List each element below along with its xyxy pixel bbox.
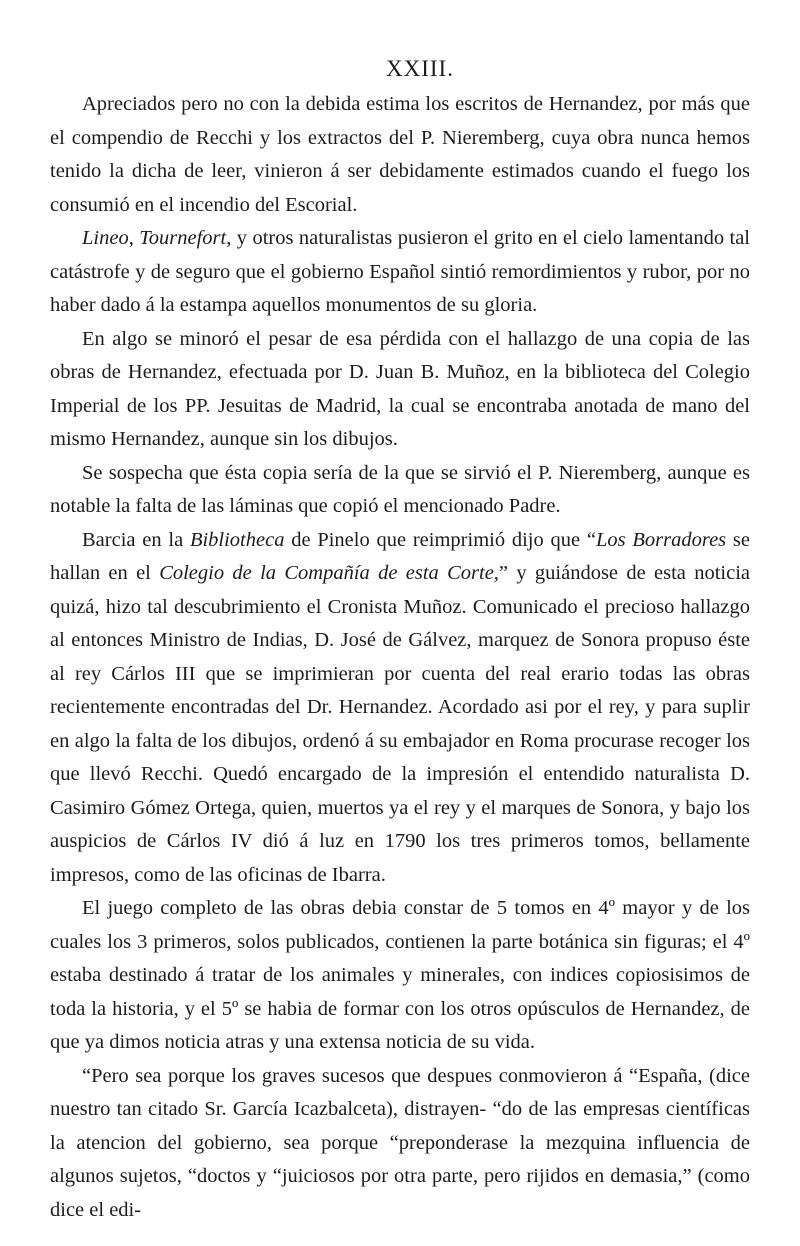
text-run: ,” y guiándose de esta noticia quizá, hizo tal descubrimiento el Cronista Muñoz. Comunicado el precioso hallazgo al entonces Ministro de Indias, D. José de Gálvez, marquez de Sonora propuso éste al rey Cárlos III que se imprimieran por cuenta del real erario todas las obras recientemente encontradas del Dr. Hernandez. Acordado asi por el rey, y para suplir en algo la falta de los dibujos, ordenó á su embajador en Roma procurase recoger los que llevó Recchi. Quedó encargado de la impresión el entendido naturalista D. Casimiro Gómez Ortega, quien, muertos ya el rey y el marques de Sonora, y bajo los auspicios de Cárlos IV dió á luz en 1790 los tres primeros tomos, bellamente impresos, como de las oficinas de Ibarra. <box>50 562 750 886</box>
text-run: Apreciados pero no con la debida estima los escritos de Hernandez, por más que el compendio de Recchi y los extractos del P. Nieremberg, cuya obra nunca hemos tenido la dicha de leer, vinieron á ser debidamente estimados cuando el fuego los consumió en el incendio del Escorial. <box>50 93 750 216</box>
paragraph-3 <box>50 323 750 457</box>
text-run: En algo se minoró el pesar de esa pérdida con el hallazgo de una copia de las obras de Hernandez, efectuada por D. Juan B. Muñoz, en la biblioteca del Colegio Imperial de los PP. Jesuitas de Madrid, la cual se encontraba anotada de mano del mismo Hernandez, aunque sin los dibujos. <box>50 327 750 450</box>
text-run: Se sospecha que ésta copia sería de la que se sirvió el P. Nieremberg, aunque es notable la falta de las láminas que copió el mencionado Padre. <box>50 461 750 517</box>
text-run: “Pero sea porque los graves sucesos que despues conmovieron á “España, (dice nuestro tan citado Sr. García Icazbalceta), distrayen- “do de las empresas científicas la atencion del gobierno, sea porque “preponderase la mezquina influencia de algunos sujetos, “doctos y “juiciosos por otra parte, pero rijidos en demasia,” (como dice el edi- <box>50 1064 750 1221</box>
text-run: , y otros naturalistas pusieron el grito en el cielo lamentando tal catástrofe y de seguro que el gobierno Español sintió remordimientos y rubor, por no haber dado á la estampa aquellos monumentos de su gloria. <box>50 227 750 316</box>
italic-text: Los Borradores <box>595 528 727 551</box>
text-run: se hallan en el <box>50 528 750 584</box>
paragraph-2 <box>50 222 750 323</box>
body-text <box>50 88 750 1227</box>
text-run: de Pinelo que reimprimió dijo que “ <box>284 528 596 551</box>
italic-text: Bibliotheca <box>189 528 285 551</box>
italic-text: Lineo <box>82 227 129 249</box>
text-run: , <box>128 227 140 249</box>
paragraph-7 <box>50 1060 750 1228</box>
italic-text: Colegio de la Compañía de esta Corte <box>159 562 494 584</box>
paragraph-5 <box>50 524 750 893</box>
paragraph-4 <box>50 457 750 524</box>
italic-text: Tournefort <box>139 227 227 249</box>
paragraph-1 <box>50 88 750 222</box>
paragraph-6 <box>50 892 750 1060</box>
page-number: XXIII. <box>386 56 454 81</box>
text-run: El juego completo de las obras debia constar de 5 tomos en 4º mayor y de los cuales los 3 primeros, solos publicados, contienen la parte botánica sin figuras; el 4º estaba destinado á tratar de los animales y minerales, con indices copiosisimos de toda la historia, y el 5º se habia de formar con los otros opúsculos de Hernandez, de que ya dimos noticia atras y una extensa noticia de su vida. <box>50 897 750 1053</box>
text-run: Barcia en la <box>82 528 190 551</box>
